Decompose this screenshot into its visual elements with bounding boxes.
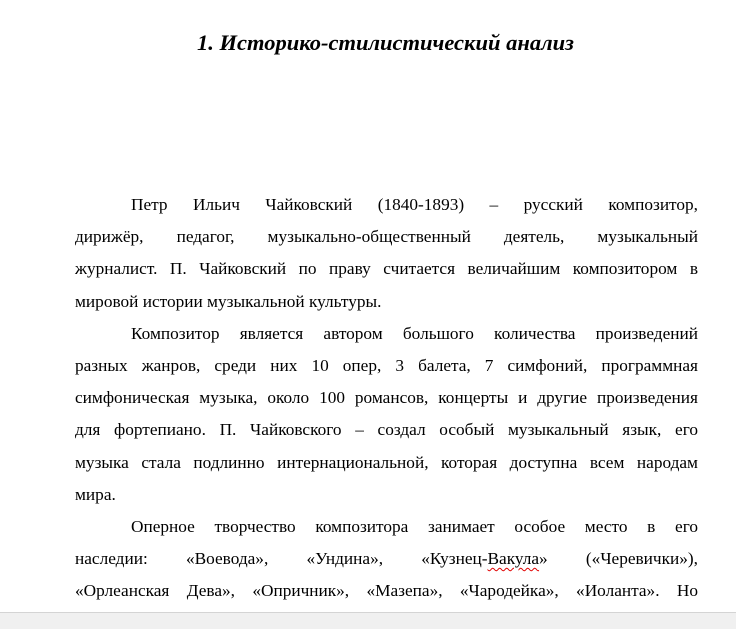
text-segment: » («Черевички»),	[539, 549, 698, 569]
paragraph-line: для фортепиано. П. Чайковского – создал особый музыкальный язык, его	[75, 420, 698, 440]
paragraph-line: Композитор является автором большого количества произведений	[131, 323, 698, 343]
paragraph-line: разных жанров, среди них 10 опер, 3 балета, 7 симфоний, программная	[75, 355, 698, 375]
paragraph-line: Петр Ильич Чайковский (1840-1893) – русский композитор,	[131, 195, 698, 214]
paragraph-line: мировой истории музыкальной культуры.	[75, 291, 382, 311]
horizontal-scrollbar-area[interactable]	[0, 612, 736, 629]
paragraph-line: Оперное творчество композитора занимает особое место в его	[131, 516, 698, 536]
paragraph-line: музыка стала подлинно интернациональной, которая доступна всем народам	[75, 452, 698, 472]
paragraph-line: мира.	[75, 484, 116, 504]
paragraph-line: журналист. П. Чайковский по праву считается величайшим композитором в	[75, 259, 698, 279]
paragraph-line: дирижёр, педагог, музыкально-общественный деятель, музыкальный	[75, 227, 698, 247]
heading-title: 1. Историко-стилистический анализ	[197, 30, 574, 55]
text-segment: наследии: «Воевода», «Ундина», «Кузнец-	[75, 549, 488, 569]
paragraph-line: «Орлеанская Дева», «Опричник», «Мазепа», «Чародейка», «Иоланта». Но	[75, 581, 698, 601]
paragraph-line	[75, 546, 698, 578]
paragraph-line: симфоническая музыка, около 100 романсов, концерты и другие произведения	[75, 388, 698, 408]
document-body	[75, 192, 698, 610]
spelling-error-word[interactable]: Вакула	[487, 549, 540, 569]
